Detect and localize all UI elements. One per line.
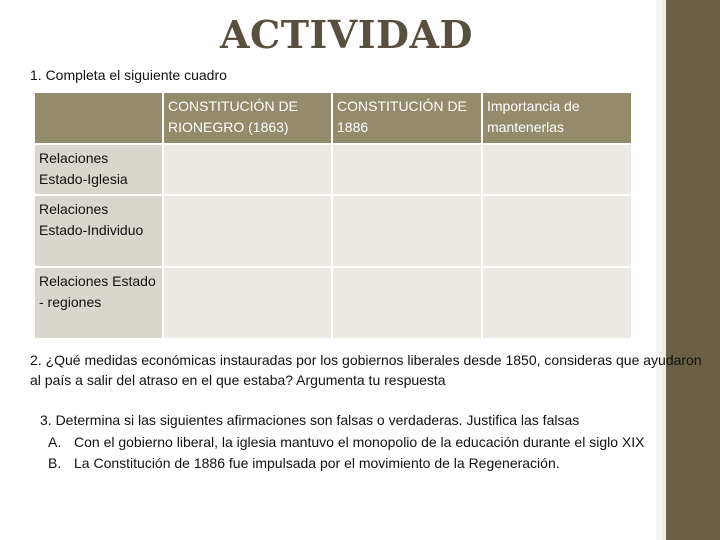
item-text: La Constitución de 1886 fue impulsada por el movimiento de la Regeneración. — [74, 455, 560, 472]
instruction-1: 1. Completa el siguiente cuadro — [30, 67, 227, 83]
answer-cell[interactable] — [163, 195, 332, 267]
row-label-estado-iglesia: Relaciones Estado-Iglesia — [34, 144, 163, 195]
decorative-sidebar — [666, 0, 720, 540]
activity-table — [33, 91, 633, 340]
row-label-estado-individuo: Relaciones Estado-Individuo — [34, 195, 163, 267]
page-title: ACTIVIDAD — [220, 12, 473, 57]
header-rionegro-1863: CONSTITUCIÓN DE RIONEGRO (1863) — [163, 92, 332, 144]
header-importancia: Importancia de mantenerlas — [482, 92, 632, 144]
item-marker: A. — [48, 433, 62, 450]
table-row — [34, 195, 632, 267]
item-marker: B. — [48, 455, 62, 472]
answer-cell[interactable] — [482, 267, 632, 339]
header-constitucion-1886: CONSTITUCIÓN DE 1886 — [332, 92, 482, 144]
table-row — [34, 267, 632, 339]
answer-cell[interactable] — [482, 195, 632, 267]
list-item — [40, 432, 644, 454]
answer-cell[interactable] — [163, 267, 332, 339]
answer-cell[interactable] — [332, 195, 482, 267]
list-item — [40, 453, 644, 475]
answer-cell[interactable] — [163, 144, 332, 195]
table-row — [34, 144, 632, 195]
question-3-prompt: 3. Determina si las siguientes afirmaciones son falsas o verdaderas. Justifica las falsas — [40, 412, 580, 428]
table-corner-cell — [34, 92, 163, 144]
answer-cell[interactable] — [332, 267, 482, 339]
question-3 — [40, 410, 644, 475]
table-header-row — [34, 92, 632, 144]
row-label-estado-regiones: Relaciones Estado - regiones — [34, 267, 163, 339]
item-text: Con el gobierno liberal, la iglesia mantuvo el monopolio de la educación durante el siglo XIX — [74, 433, 645, 450]
question-2: 2. ¿Qué medidas económicas instauradas por los gobiernos liberales desde 1850, consideras que ayudaron al país a salir del atraso en el que estaba? Argumenta tu respuesta — [30, 352, 702, 389]
answer-cell[interactable] — [332, 144, 482, 195]
answer-cell[interactable] — [482, 144, 632, 195]
